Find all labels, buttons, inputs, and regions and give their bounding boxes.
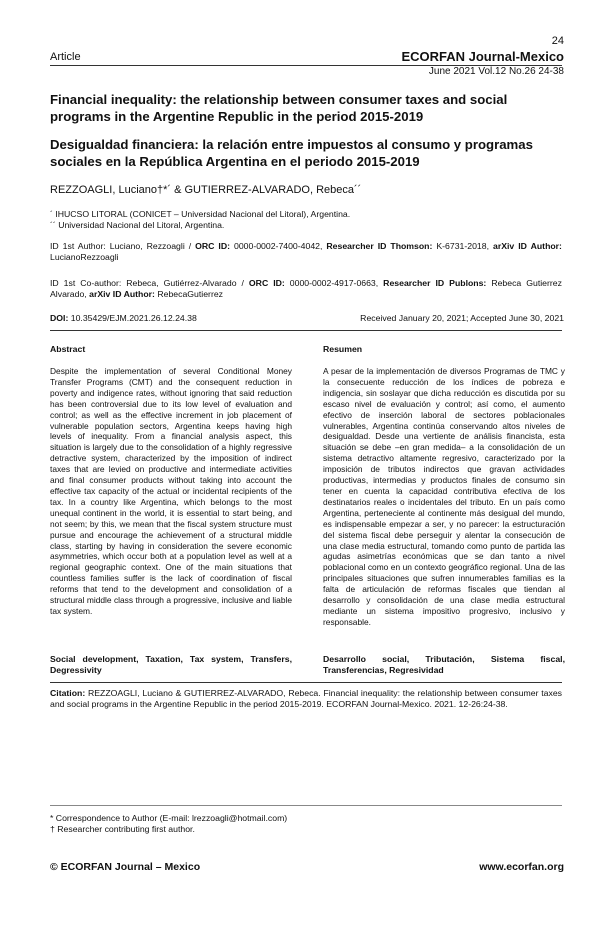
- footer-website[interactable]: www.ecorfan.org: [479, 861, 564, 873]
- abstract-heading: Abstract: [50, 344, 86, 354]
- orc-value: 0000-0002-7400-4042,: [230, 241, 327, 251]
- footnote-divider: [50, 805, 562, 806]
- coauthor-name: ID 1st Co-author: Rebeca, Gutiérrez-Alvarado /: [50, 278, 249, 288]
- doi-label: DOI:: [50, 313, 69, 323]
- citation-divider: [50, 682, 562, 683]
- footnotes: [50, 813, 562, 835]
- coauthor-arxiv-label: arXiv ID Author:: [89, 289, 155, 299]
- coauthor-orc-label: ORC ID:: [248, 278, 285, 288]
- doi-divider: [50, 330, 562, 331]
- title-spanish: Desigualdad financiera: la relación entre impuestos al consumo y programas sociales en la República Argentina en el periodo 2015-2019: [50, 137, 533, 169]
- affiliations: [50, 209, 562, 231]
- page-number: 24: [551, 35, 564, 47]
- authors: REZZOAGLI, Luciano†*´ & GUTIERREZ-ALVARADO, Rebeca´´: [50, 184, 362, 196]
- researcher-value: K-6731-2018,: [432, 241, 493, 251]
- coauthor-arxiv-value: RebecaGutierrez: [154, 289, 224, 299]
- arxiv-label: arXiv ID Author:: [493, 241, 562, 251]
- coauthor-researcher-value: Rebeca Gutierrez Alvarado,: [50, 278, 562, 299]
- footnote-first-author: † Researcher contributing first author.: [50, 824, 195, 834]
- abstract-text: Despite the implementation of several Conditional Money Transfer Programs (CMT) and the consequent reduction in poverty and indigence rates, without ignoring that said reduction has been controversial due to its low level of evaluation and control; as well as the effective increment in job placement of vulnerable population sectors, Argentina keeps having high levels of inequality. From a financial analysis aspect, this situation is largely due to the consolidation of a highly regressive detractive system, characterized by the imposition of indirect taxes that are levied on productive and intermediate activities and final consumer products without taking into account the effective tax capacity of the actual or incidental recipients of the tax. In a country like Argentina, which belongs to the most unequal continent in the world, it is essential to start being, and not seem; by this, we mean that the fiscal system structure must pursue and encourage the achievement of a structural middle class, starting by having in consideration the severe economic asymmetries, which occur both at a population level as well at a regional geographic context. One of the main situations that countless families suffer is the lack of coordination of fiscal reforms that tend to the development and consolidation of a structural middle class through a progressive, inclusive and liable tax system.: [50, 366, 292, 616]
- citation-label: Citation:: [50, 688, 86, 698]
- resumen-heading: Resumen: [323, 344, 363, 354]
- issue-info: June 2021 Vol.12 No.26 24-38: [428, 66, 564, 77]
- doi-value: 10.35429/EJM.2021.26.12.24.38: [68, 313, 197, 323]
- abstract-keywords: Social development, Taxation, Tax system, Transfers, Degressivity: [50, 654, 292, 675]
- footer-copyright: © ECORFAN Journal – Mexico: [50, 861, 201, 873]
- first-author-ids: [50, 241, 562, 263]
- citation: [50, 688, 562, 710]
- affiliation-1: ´ IHUCSO LITORAL (CONICET – Universidad Nacional del Litoral), Argentina.: [50, 209, 351, 219]
- affiliation-2: ´´ Universidad Nacional del Litoral, Argentina.: [50, 220, 225, 230]
- arxiv-value: LucianoRezzoagli: [50, 252, 119, 262]
- citation-text: REZZOAGLI, Luciano & GUTIERREZ-ALVARADO, Rebeca. Financial inequality: the relationship between consumer taxes and social programs in the Argentine Republic in the period 2015-2019. ECORFAN Journal-Mexico. 2021. 12-26:24-38.: [50, 688, 562, 709]
- received-date: Received January 20, 2021; Accepted June 30, 2021: [360, 313, 564, 323]
- orc-label: ORC ID:: [195, 241, 231, 251]
- section-label: Article: [50, 51, 81, 63]
- first-author-name: ID 1st Author: Luciano, Rezzoagli /: [50, 241, 196, 251]
- title-english: Financial inequality: the relationship between consumer taxes and social programs in the Argentine Republic in the period 2015-2019: [50, 92, 508, 124]
- resumen-text: A pesar de la implementación de diversos Programas de TMC y la consecuente reducción de los índices de pobreza e indigencia, sin soslayar que dicha reducción es discutida por su escaso nivel de evaluación y control; así como, el aumento efectivo de inserción laboral de sectores poblacionales vulnerables, Argentina continúa conservando altos niveles de desigualdad. Desde una vertiente de análisis financista, esta situación se debe –en gran medida– a la consolidación de un sistema detractivo altamente regresivo, caracterizado por la imposición de tributos indirectos que gravan actividades productivas, intermedias y productos finales de consumo sin tener en cuenta la capacidad contributiva efectiva de los destinatarios reales o incidentales del tributo. En un país como Argentina, perteneciente al continente más desigual del mundo, es indispensable empezar a ser, y no parecer: la estructuración del sistema fiscal debe perseguir y alentar la consecución de una clase media estructural, tomando como punto de partida las agudas asimetrías económicas que se dan tanto a nivel poblacional como en un contexto geográfico regional. Una de las principales situaciones que sufren innumerables familias es la falta de articulación de reformas fiscales que tiendan al desarrollo y consolidación de una clase media estructural mediante un sistema impositivo progresivo, inclusivo y responsable.: [323, 366, 565, 627]
- coauthor-ids: [50, 278, 562, 300]
- coauthor-researcher-label: Researcher ID Publons:: [383, 278, 487, 288]
- footnote-correspondence: * Correspondence to Author (E-mail: lrezzoagli@hotmail.com): [50, 813, 288, 823]
- resumen-keywords: Desarrollo social, Tributación, Sistema fiscal, Transferencias, Regresividad: [323, 654, 565, 675]
- coauthor-orc-value: 0000-0002-4917-0663,: [284, 278, 384, 288]
- doi: [50, 313, 197, 324]
- researcher-label: Researcher ID Thomson:: [326, 241, 433, 251]
- journal-name: ECORFAN Journal-Mexico: [401, 49, 564, 64]
